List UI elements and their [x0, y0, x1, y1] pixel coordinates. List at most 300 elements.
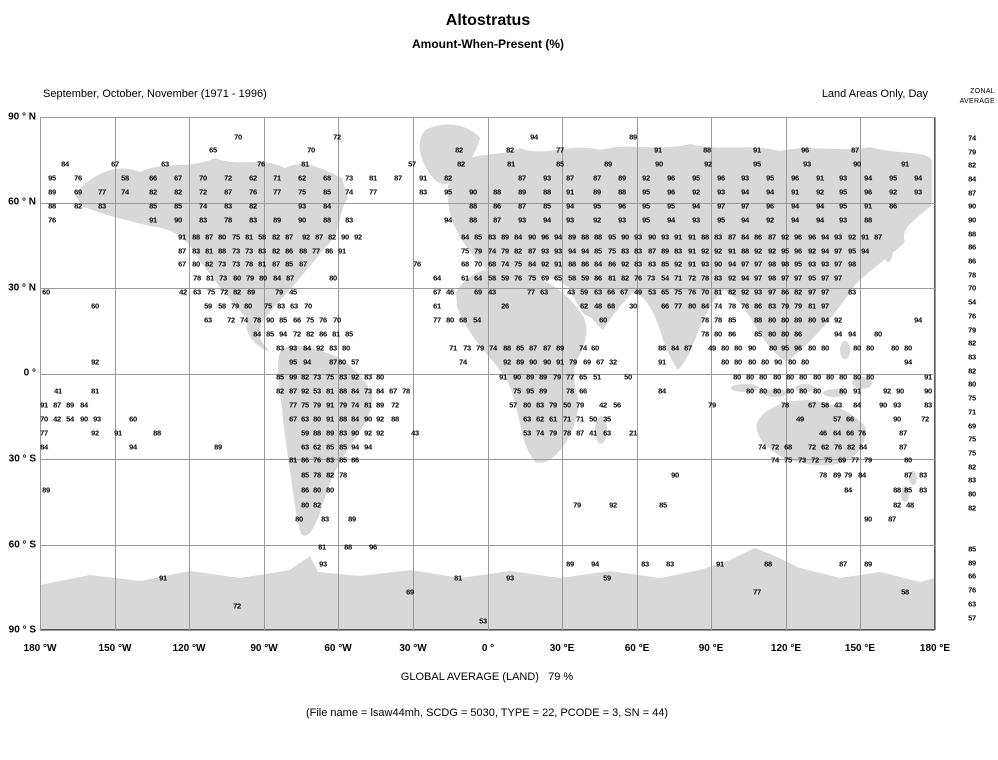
- grid-cell-value: 86: [301, 485, 309, 495]
- grid-cell-value: 90: [80, 414, 88, 424]
- grid-cell-value: 89: [48, 187, 56, 197]
- grid-cell-value: 90: [774, 357, 782, 367]
- grid-cell-value: 91: [654, 145, 662, 155]
- grid-cell-value: 42: [53, 414, 61, 424]
- grid-cell-value: 78: [819, 470, 827, 480]
- grid-cell-value: 64: [833, 428, 841, 438]
- grid-cell-value: 70: [234, 132, 242, 142]
- grid-cell-value: 72: [391, 400, 399, 410]
- grid-cell-value: 86: [319, 329, 327, 339]
- grid-cell-value: 86: [493, 201, 501, 211]
- grid-cell-value: 66: [661, 301, 669, 311]
- grid-cell-value: 92: [91, 357, 99, 367]
- grid-cell-value: 42: [599, 400, 607, 410]
- grid-cell-value: 90: [341, 232, 349, 242]
- grid-cell-value: 94: [848, 329, 856, 339]
- grid-cell-value: 98: [781, 259, 789, 269]
- grid-cell-value: 92: [364, 428, 372, 438]
- grid-cell-value: 62: [821, 442, 829, 452]
- grid-cell-value: 80: [376, 372, 384, 382]
- grid-cell-value: 87: [593, 173, 601, 183]
- grid-cell-value: 70: [307, 145, 315, 155]
- grid-cell-value: 95: [753, 159, 761, 169]
- grid-cell-value: 93: [93, 414, 101, 424]
- grid-cell-value: 87: [329, 357, 337, 367]
- grid-cell-value: 80: [759, 372, 767, 382]
- grid-cell-value: 80: [746, 372, 754, 382]
- grid-cell-value: 94: [364, 442, 372, 452]
- grid-cell-value: 82: [621, 273, 629, 283]
- grid-cell-value: 79: [569, 357, 577, 367]
- grid-cell-value: 90: [469, 187, 477, 197]
- grid-cell-value: 53: [648, 287, 656, 297]
- grid-cell-value: 61: [461, 273, 469, 283]
- latitude-tick-label: 90 ° N: [8, 111, 36, 123]
- grid-cell-value: 79: [864, 455, 872, 465]
- grid-cell-value: 85: [174, 201, 182, 211]
- grid-cell-value: 41: [589, 428, 597, 438]
- grid-cell-value: 82: [276, 386, 284, 396]
- grid-cell-value: 92: [714, 246, 722, 256]
- grid-cell-value: 96: [864, 187, 872, 197]
- grid-cell-value: 87: [289, 386, 297, 396]
- grid-cell-value: 70: [40, 414, 48, 424]
- grid-cell-value: 83: [98, 201, 106, 211]
- grid-cell-value: 84: [853, 400, 861, 410]
- grid-cell-value: 63: [540, 287, 548, 297]
- grid-cell-value: 48: [594, 301, 602, 311]
- grid-cell-value: 80: [734, 357, 742, 367]
- grid-cell-value: 82: [444, 173, 452, 183]
- grid-cell-value: 80: [866, 343, 874, 353]
- grid-cell-value: 96: [541, 232, 549, 242]
- grid-cell-value: 92: [834, 315, 842, 325]
- grid-cell-value: 94: [530, 132, 538, 142]
- global-average-label: GLOBAL AVERAGE (LAND) 79 %: [400, 671, 574, 683]
- grid-cell-value: 90: [893, 414, 901, 424]
- grid-cell-value: 86: [754, 232, 762, 242]
- grid-cell-value: 64: [474, 273, 482, 283]
- grid-cell-value: 80: [799, 386, 807, 396]
- grid-cell-value: 54: [473, 315, 481, 325]
- grid-cell-value: 80: [808, 315, 816, 325]
- grid-cell-value: 58: [568, 273, 576, 283]
- grid-cell-value: 83: [364, 372, 372, 382]
- zonal-average-value: 89: [968, 558, 976, 568]
- grid-cell-value: 75: [306, 315, 314, 325]
- grid-cell-value: 87: [518, 173, 526, 183]
- grid-cell-value: 80: [748, 357, 756, 367]
- grid-cell-value: 63: [193, 287, 201, 297]
- grid-cell-value: 80: [801, 357, 809, 367]
- grid-cell-value: 95: [692, 173, 700, 183]
- grid-cell-value: 88: [192, 232, 200, 242]
- grid-cell-value: 95: [781, 343, 789, 353]
- grid-cell-value: 87: [648, 246, 656, 256]
- grid-cell-value: 95: [848, 246, 856, 256]
- grid-cell-value: 88: [754, 315, 762, 325]
- grid-cell-value: 54: [66, 414, 74, 424]
- grid-cell-value: 67: [596, 357, 604, 367]
- grid-cell-value: 76: [319, 315, 327, 325]
- grid-cell-value: 83: [634, 259, 642, 269]
- grid-cell-value: 78: [714, 315, 722, 325]
- grid-cell-value: 89: [794, 315, 802, 325]
- grid-cell-value: 97: [821, 301, 829, 311]
- grid-cell-value: 62: [298, 173, 306, 183]
- grid-cell-value: 94: [741, 273, 749, 283]
- grid-cell-value: 58: [218, 301, 226, 311]
- grid-cell-value: 57: [833, 414, 841, 424]
- grid-cell-value: 90: [543, 357, 551, 367]
- grid-cell-value: 77: [433, 315, 441, 325]
- grid-cell-value: 35: [603, 414, 611, 424]
- zonal-average-value: 75: [968, 448, 976, 458]
- grid-cell-value: 66: [293, 315, 301, 325]
- grid-cell-value: 83: [339, 428, 347, 438]
- grid-cell-value: 51: [593, 372, 601, 382]
- longitude-tick-label: 30 °E: [549, 643, 575, 654]
- grid-cell-value: 95: [766, 173, 774, 183]
- grid-cell-value: 65: [209, 145, 217, 155]
- grid-cell-value: 83: [714, 273, 722, 283]
- grid-cell-value: 92: [503, 357, 511, 367]
- grid-cell-value: 87: [576, 428, 584, 438]
- grid-cell-value: 97: [821, 273, 829, 283]
- grid-cell-value: 72: [227, 315, 235, 325]
- grid-cell-value: 60: [91, 301, 99, 311]
- grid-cell-value: 92: [754, 246, 762, 256]
- grid-cell-value: 80: [721, 343, 729, 353]
- grid-cell-value: 83: [192, 246, 200, 256]
- grid-cell-value: 91: [924, 372, 932, 382]
- graticule-parallel: [40, 545, 935, 546]
- grid-cell-value: 80: [826, 372, 834, 382]
- grid-cell-value: 86: [781, 287, 789, 297]
- zonal-average-value: 82: [968, 160, 976, 170]
- grid-cell-value: 73: [232, 259, 240, 269]
- grid-cell-value: 86: [325, 246, 333, 256]
- grid-cell-value: 75: [207, 287, 215, 297]
- grid-cell-value: 90: [714, 259, 722, 269]
- grid-cell-value: 83: [919, 485, 927, 495]
- grid-cell-value: 82: [149, 187, 157, 197]
- grid-cell-value: 63: [204, 315, 212, 325]
- grid-cell-value: 80: [714, 329, 722, 339]
- grid-cell-value: 75: [528, 273, 536, 283]
- grid-cell-value: 61: [549, 414, 557, 424]
- grid-cell-value: 80: [721, 357, 729, 367]
- grid-cell-value: 81: [91, 386, 99, 396]
- grid-cell-value: 92: [701, 246, 709, 256]
- grid-cell-value: 80: [813, 386, 821, 396]
- grid-cell-value: 83: [276, 343, 284, 353]
- grid-cell-value: 72: [811, 455, 819, 465]
- grid-cell-value: 81: [205, 246, 213, 256]
- grid-cell-value: 76: [514, 273, 522, 283]
- grid-cell-value: 59: [204, 301, 212, 311]
- grid-cell-value: 90: [621, 232, 629, 242]
- grid-cell-value: 94: [591, 559, 599, 569]
- grid-cell-value: 80: [313, 485, 321, 495]
- grid-cell-value: 96: [717, 173, 725, 183]
- grid-cell-value: 88: [48, 201, 56, 211]
- grid-cell-value: 90: [513, 372, 521, 382]
- grid-cell-value: 79: [844, 470, 852, 480]
- grid-cell-value: 91: [816, 173, 824, 183]
- grid-cell-value: 83: [621, 246, 629, 256]
- grid-cell-value: 54: [661, 273, 669, 283]
- zonal-average-header-line2: AVERAGE: [959, 98, 995, 105]
- grid-cell-value: 91: [566, 187, 574, 197]
- grid-cell-value: 59: [603, 573, 611, 583]
- grid-cell-value: 73: [463, 343, 471, 353]
- grid-cell-value: 32: [609, 357, 617, 367]
- grid-cell-value: 90: [864, 514, 872, 524]
- grid-cell-value: 83: [648, 259, 656, 269]
- grid-cell-value: 84: [323, 201, 331, 211]
- grid-cell-value: 93: [839, 215, 847, 225]
- grid-cell-value: 94: [444, 215, 452, 225]
- grid-cell-value: 94: [303, 357, 311, 367]
- grid-cell-value: 90: [528, 232, 536, 242]
- grid-cell-value: 89: [539, 386, 547, 396]
- grid-cell-value: 94: [728, 259, 736, 269]
- grid-cell-value: 78: [563, 428, 571, 438]
- grid-cell-value: 97: [808, 287, 816, 297]
- grid-cell-value: 63: [301, 414, 309, 424]
- grid-cell-value: 87: [224, 187, 232, 197]
- grid-cell-value: 80: [342, 343, 350, 353]
- grid-cell-value: 74: [501, 259, 509, 269]
- grid-cell-value: 71: [563, 414, 571, 424]
- grid-cell-value: 68: [488, 259, 496, 269]
- grid-cell-value: 97: [741, 259, 749, 269]
- grid-cell-value: 68: [784, 442, 792, 452]
- grid-cell-value: 80: [313, 414, 321, 424]
- grid-cell-value: 78: [701, 329, 709, 339]
- zonal-average-value: 82: [968, 503, 976, 513]
- grid-cell-value: 82: [328, 232, 336, 242]
- grid-cell-value: 92: [883, 386, 891, 396]
- grid-cell-value: 88: [339, 386, 347, 396]
- grid-cell-value: 72: [921, 414, 929, 424]
- grid-cell-value: 84: [351, 414, 359, 424]
- grid-cell-value: 67: [808, 400, 816, 410]
- grid-cell-value: 59: [581, 273, 589, 283]
- grid-cell-value: 81: [326, 386, 334, 396]
- grid-cell-value: 93: [701, 259, 709, 269]
- grid-cell-value: 58: [121, 173, 129, 183]
- grid-cell-value: 85: [279, 315, 287, 325]
- grid-cell-value: 90: [351, 428, 359, 438]
- grid-cell-value: 85: [266, 329, 274, 339]
- grid-cell-value: 92: [692, 187, 700, 197]
- grid-cell-value: 86: [594, 273, 602, 283]
- grid-cell-value: 88: [339, 414, 347, 424]
- grid-cell-value: 95: [781, 246, 789, 256]
- grid-cell-value: 85: [754, 329, 762, 339]
- grid-cell-value: 79: [474, 246, 482, 256]
- grid-cell-value: 30: [629, 301, 637, 311]
- grid-cell-value: 87: [728, 232, 736, 242]
- grid-cell-value: 74: [771, 455, 779, 465]
- grid-cell-value: 91: [688, 232, 696, 242]
- grid-cell-value: 80: [523, 400, 531, 410]
- grid-cell-value: 80: [244, 301, 252, 311]
- grid-cell-value: 92: [301, 386, 309, 396]
- grid-cell-value: 97: [794, 273, 802, 283]
- grid-cell-value: 69: [474, 287, 482, 297]
- grid-cell-value: 95: [642, 187, 650, 197]
- grid-cell-value: 26: [501, 301, 509, 311]
- grid-cell-value: 90: [364, 414, 372, 424]
- zonal-average-value: 75: [968, 434, 976, 444]
- grid-cell-value: 83: [258, 246, 266, 256]
- grid-cell-value: 62: [313, 442, 321, 452]
- longitude-tick-label: 120 °W: [172, 643, 206, 654]
- chart-subtitle: Amount-When-Present (%): [412, 37, 564, 51]
- grid-cell-value: 91: [149, 215, 157, 225]
- grid-cell-value: 91: [40, 400, 48, 410]
- grid-cell-value: 78: [566, 386, 574, 396]
- grid-cell-value: 80: [746, 386, 754, 396]
- grid-cell-value: 92: [316, 343, 324, 353]
- grid-cell-value: 84: [40, 442, 48, 452]
- grid-cell-value: 83: [224, 201, 232, 211]
- grid-cell-value: 95: [717, 215, 725, 225]
- grid-cell-value: 97: [834, 246, 842, 256]
- grid-cell-value: 95: [794, 259, 802, 269]
- grid-cell-value: 95: [839, 201, 847, 211]
- grid-cell-value: 91: [901, 159, 909, 169]
- grid-cell-value: 87: [205, 232, 213, 242]
- grid-cell-value: 73: [313, 372, 321, 382]
- grid-cell-value: 41: [54, 386, 62, 396]
- grid-cell-value: 84: [658, 386, 666, 396]
- grid-cell-value: 66: [846, 414, 854, 424]
- grid-cell-value: 63: [290, 301, 298, 311]
- zonal-average-value: 80: [968, 489, 976, 499]
- grid-cell-value: 84: [253, 329, 261, 339]
- grid-cell-value: 94: [741, 187, 749, 197]
- grid-cell-value: 90: [671, 470, 679, 480]
- longitude-tick-label: 30 °W: [399, 643, 427, 654]
- grid-cell-value: 82: [272, 246, 280, 256]
- grid-cell-value: 89: [66, 400, 74, 410]
- grid-cell-value: 67: [289, 414, 297, 424]
- grid-cell-value: 96: [794, 246, 802, 256]
- grid-cell-value: 75: [824, 455, 832, 465]
- grid-cell-value: 95: [642, 215, 650, 225]
- grid-cell-value: 87: [272, 259, 280, 269]
- grid-cell-value: 59: [580, 287, 588, 297]
- grid-cell-value: 76: [858, 428, 866, 438]
- grid-cell-value: 84: [514, 232, 522, 242]
- grid-cell-value: 96: [618, 201, 626, 211]
- grid-cell-value: 77: [556, 145, 564, 155]
- grid-cell-value: 46: [446, 287, 454, 297]
- grid-cell-value: 85: [339, 455, 347, 465]
- zonal-average-value: 87: [968, 188, 976, 198]
- grid-cell-value: 90: [924, 386, 932, 396]
- grid-cell-value: 80: [853, 343, 861, 353]
- grid-cell-value: 90: [298, 215, 306, 225]
- grid-cell-value: 79: [339, 400, 347, 410]
- grid-cell-value: 79: [708, 400, 716, 410]
- grid-cell-value: 77: [369, 187, 377, 197]
- graticule-parallel: [40, 117, 935, 118]
- grid-cell-value: 94: [791, 201, 799, 211]
- grid-cell-value: 74: [240, 315, 248, 325]
- grid-cell-value: 88: [893, 485, 901, 495]
- grid-cell-value: 87: [518, 201, 526, 211]
- grid-cell-value: 92: [766, 215, 774, 225]
- grid-cell-value: 66: [579, 386, 587, 396]
- grid-cell-value: 97: [741, 201, 749, 211]
- grid-cell-value: 92: [728, 273, 736, 283]
- grid-cell-value: 88: [764, 559, 772, 569]
- grid-cell-value: 91: [114, 428, 122, 438]
- grid-cell-value: 82: [457, 159, 465, 169]
- grid-cell-value: 89: [629, 132, 637, 142]
- grid-cell-value: 92: [376, 414, 384, 424]
- latitude-tick-label: 30 ° S: [8, 453, 36, 465]
- grid-cell-value: 77: [273, 187, 281, 197]
- grid-cell-value: 83: [634, 246, 642, 256]
- grid-cell-value: 80: [781, 329, 789, 339]
- grid-cell-value: 87: [178, 246, 186, 256]
- grid-cell-value: 87: [874, 232, 882, 242]
- grid-cell-value: 95: [289, 357, 297, 367]
- longitude-tick-label: 60 °W: [324, 643, 352, 654]
- grid-cell-value: 94: [864, 173, 872, 183]
- latitude-tick-label: 90 ° S: [8, 624, 36, 636]
- grid-cell-value: 68: [323, 173, 331, 183]
- grid-cell-value: 85: [516, 343, 524, 353]
- grid-cell-value: 81: [454, 573, 462, 583]
- grid-cell-value: 96: [791, 173, 799, 183]
- grid-cell-value: 87: [888, 514, 896, 524]
- grid-cell-value: 78: [781, 400, 789, 410]
- grid-cell-value: 83: [536, 400, 544, 410]
- grid-cell-value: 87: [839, 559, 847, 569]
- grid-cell-value: 76: [688, 287, 696, 297]
- grid-cell-value: 82: [233, 287, 241, 297]
- grid-cell-value: 49: [708, 343, 716, 353]
- grid-cell-value: 92: [351, 372, 359, 382]
- grid-cell-value: 90: [896, 386, 904, 396]
- longitude-tick-label: 90 °W: [250, 643, 278, 654]
- grid-cell-value: 85: [276, 372, 284, 382]
- grid-cell-value: 94: [816, 215, 824, 225]
- grid-cell-value: 93: [634, 232, 642, 242]
- zonal-average-value: 71: [968, 407, 976, 417]
- grid-cell-value: 88: [503, 343, 511, 353]
- grid-cell-value: 92: [642, 173, 650, 183]
- grid-cell-value: 84: [461, 232, 469, 242]
- grid-cell-value: 79: [549, 400, 557, 410]
- grid-cell-value: 69: [583, 357, 591, 367]
- grid-cell-value: 83: [924, 400, 932, 410]
- grid-cell-value: 80: [874, 329, 882, 339]
- grid-cell-value: 94: [351, 442, 359, 452]
- grid-cell-value: 75: [264, 301, 272, 311]
- grid-cell-value: 94: [129, 442, 137, 452]
- grid-cell-value: 53: [313, 386, 321, 396]
- grid-cell-value: 80: [759, 386, 767, 396]
- grid-cell-value: 83: [419, 187, 427, 197]
